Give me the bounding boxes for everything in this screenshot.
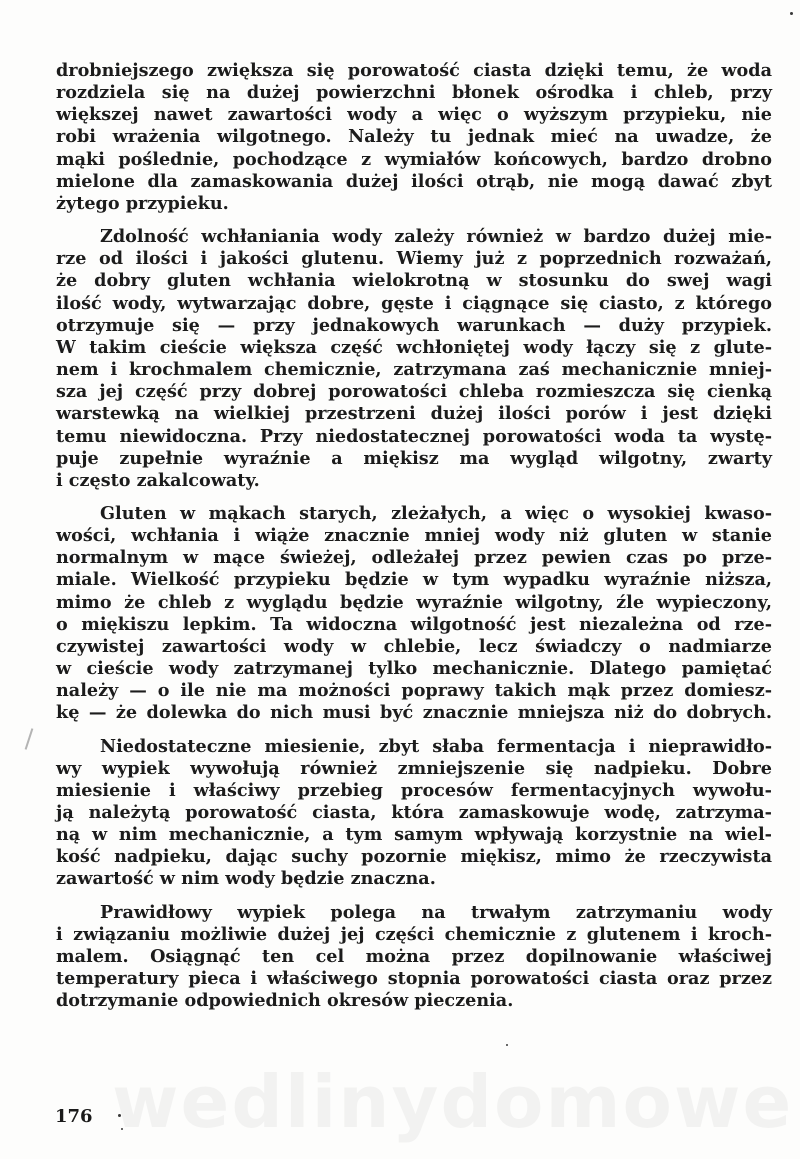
text-line: robi wrażenia wilgotnego. Należy tu jednak mieć na uwadze, że <box>56 126 772 148</box>
text-line: puje zupełnie wyraźnie a miękisz ma wygląd wilgotny, zwarty <box>56 447 772 469</box>
text-line: należy — o ile nie ma możności poprawy takich mąk przez domiesz- <box>56 680 772 702</box>
text-line: mąki poślednie, pochodzące z wymiałów końcowych, bardzo drobno <box>56 148 772 170</box>
text-line: czywistej zawartości wody w chlebie, lecz świadczy o nadmiarze <box>56 635 772 657</box>
text-line: mielone dla zamaskowania dużej ilości otrąb, nie mogą dawać zbyt <box>56 170 772 192</box>
text-line: nem i krochmalem chemicznie, zatrzymana zaś mechanicznie mniej- <box>56 359 772 381</box>
paragraph-5 <box>56 902 772 1013</box>
text-line: że dobry gluten wchłania wielokrotną w stosunku do swej wagi <box>56 270 772 292</box>
dust-speck <box>121 1128 123 1130</box>
text-line: ilość wody, wytwarzając dobre, gęste i ciągnące się ciasto, z którego <box>56 292 772 314</box>
text-line: drobniejszego zwiększa się porowatość ciasta dzięki temu, że woda <box>56 60 772 81</box>
text-line: i związaniu możliwie dużej jej części chemicznie z glutenem i kroch- <box>56 923 772 945</box>
text-line: sza jej część przy dobrej porowatości chleba rozmieszcza się cienką <box>56 381 772 403</box>
text-line: Zdolność wchłaniania wody zależy również w bardzo dużej mie- <box>100 226 772 248</box>
text-line: Niedostateczne miesienie, zbyt słaba fermentacja i nieprawidło- <box>100 735 772 757</box>
text-line: rze od ilości i jakości glutenu. Wiemy już z poprzednich rozważań, <box>56 248 772 270</box>
text-line: normalnym w mące świeżej, odleżałej przez pewien czas po prze- <box>56 547 772 569</box>
dust-speck <box>506 1044 508 1046</box>
watermark <box>112 1060 800 1144</box>
paragraph-2 <box>56 226 772 492</box>
text-line: dotrzymanie odpowiednich okresów pieczenia. <box>56 990 514 1012</box>
text-line: wości, wchłania i wiąże znacznie mniej wody niż gluten w stanie <box>56 525 772 547</box>
text-line: w cieście wody zatrzymanej tylko mechanicznie. Dlatego pamiętać <box>56 658 772 680</box>
dust-speck <box>790 12 793 15</box>
text-line: W takim cieście większa część wchłoniętej wody łączy się z glute- <box>56 336 772 358</box>
paragraph-3 <box>56 503 772 725</box>
text-line: rozdziela się na dużej powierzchni błonek ośrodka i chleb, przy <box>56 82 772 104</box>
text-line: miale. Wielkość przypieku będzie w tym wypadku wyraźnie niższa, <box>56 569 772 591</box>
text-line: temu niewidoczna. Przy niedostatecznej porowatości woda ta wystę- <box>56 425 772 447</box>
text-line: warstewką na wielkiej przestrzeni dużej ilości porów i jest dzięki <box>56 403 772 425</box>
text-line: ną w nim mechanicznie, a tym samym wpływają korzystnie na wiel- <box>56 824 772 846</box>
text-line: zawartość w nim wody będzie znaczna. <box>56 868 436 890</box>
body-text <box>56 60 772 1023</box>
text-line: otrzymuje się — przy jednakowych warunkach — duży przypiek. <box>56 314 772 336</box>
dust-speck <box>118 1114 121 1117</box>
text-line: żytego przypieku. <box>56 192 229 214</box>
text-line: Prawidłowy wypiek polega na trwałym zatrzymaniu wody <box>100 901 772 923</box>
text-line: ją należytą porowatość ciasta, która zamaskowuje wodę, zatrzyma- <box>56 802 772 823</box>
text-line: wy wypiek wywołują również zmniejszenie się nadpieku. Dobre <box>56 757 772 779</box>
text-line: temperatury pieca i właściwego stopnia porowatości ciasta oraz przez <box>56 968 772 990</box>
text-line: malem. Osiągnąć ten cel można przez dopilnowanie właściwej <box>56 945 772 967</box>
text-line: i często zakalcowaty. <box>56 469 260 491</box>
text-line: kę — że dolewka do nich musi być znacznie mniejsza niż do dobrych. <box>56 702 772 724</box>
paragraph-4 <box>56 736 772 891</box>
paragraph-1 <box>56 60 772 215</box>
page-number: 176 <box>55 1106 93 1127</box>
margin-mark <box>25 728 34 750</box>
text-line: miesienie i właściwy przebieg procesów fermentacyjnych wywołu- <box>56 779 772 801</box>
text-line: o miękiszu lepkim. Ta widoczna wilgotność jest niezależna od rze- <box>56 613 772 635</box>
text-line: kość nadpieku, dając suchy pozornie miękisz, mimo że rzeczywista <box>56 846 772 868</box>
text-line: mimo że chleb z wyglądu będzie wyraźnie wilgotny, źle wypieczony, <box>56 591 772 613</box>
text-line: Gluten w mąkach starych, zleżałych, a więc o wysokiej kwaso- <box>100 502 772 524</box>
text-line: większej nawet zawartości wody a więc o wyższym przypieku, nie <box>56 104 772 126</box>
